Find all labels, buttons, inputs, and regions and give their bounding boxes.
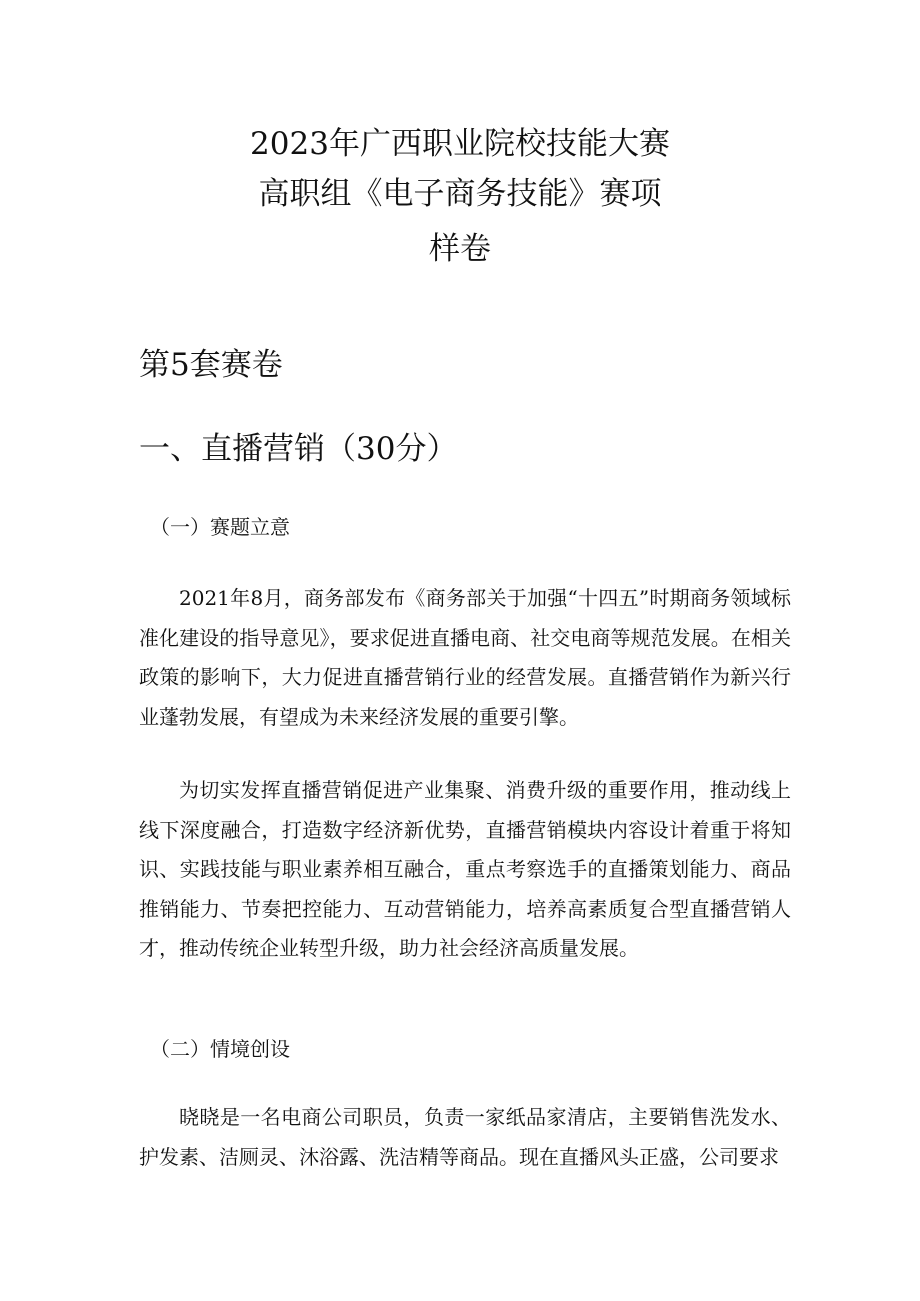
title-line-3: 样卷 bbox=[429, 231, 491, 267]
title-line-1: 2023年广西职业院校技能大赛 bbox=[250, 126, 670, 162]
subsection-heading-scenario: （二）情境创设 bbox=[150, 1037, 290, 1061]
section-heading: 一、直播营销（30分） bbox=[139, 431, 458, 467]
set-heading: 第5套赛卷 bbox=[139, 347, 283, 383]
paragraph-policy-background: 2021年8月，商务部发布《商务部关于加强“十四五”时期商务领域标准化建设的指导意见》，要求促进直播电商、社交电商等规范发展。在相关政策的影响下，大力促进直播营销行业的经营发展。直播营销作为新兴行业蓬勃发展，有望成为未来经济发展的重要引擎。 bbox=[139, 586, 791, 729]
title-line-2: 高职组《电子商务技能》赛项 bbox=[258, 176, 662, 212]
subsection-heading-purpose: （一）赛题立意 bbox=[150, 515, 290, 539]
paragraph-scenario: 晓晓是一名电商公司职员，负责一家纸品家清店，主要销售洗发水、护发素、洁厕灵、沐浴露、洗洁精等商品。现在直播风头正盛，公司要求 bbox=[139, 1105, 791, 1169]
paragraph-module-design: 为切实发挥直播营销促进产业集聚、消费升级的重要作用，推动线上线下深度融合，打造数字经济新优势，直播营销模块内容设计着重于将知识、实践技能与职业素养相互融合，重点考察选手的直播策划能力、商品推销能力、节奏把控能力、互动营销能力，培养高素质复合型直播营销人才，推动传统企业转型升级，助力社会经济高质量发展。 bbox=[139, 778, 791, 960]
